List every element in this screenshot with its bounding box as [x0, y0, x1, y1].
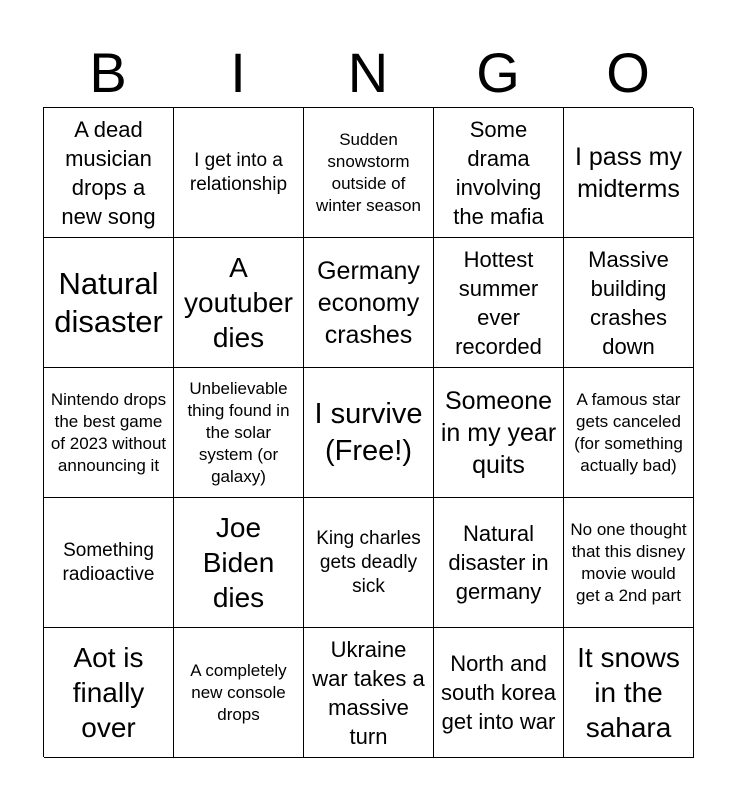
bingo-cell-text: Joe Biden dies: [202, 512, 275, 613]
bingo-cell-text: No one thought that this disney movie would get a 2nd part: [570, 519, 687, 605]
bingo-cell[interactable]: [304, 108, 434, 238]
bingo-cell[interactable]: [564, 368, 694, 498]
bingo-cell-text: Natural disaster: [54, 265, 163, 339]
header-letter-o: O: [606, 41, 650, 104]
bingo-cell[interactable]: [434, 498, 564, 628]
bingo-board: [43, 107, 693, 757]
header-letter-n: N: [347, 41, 389, 104]
bingo-cell[interactable]: [44, 108, 174, 238]
bingo-cell-text: Some drama involving the mafia: [453, 116, 544, 229]
bingo-cell-text: Massive building crashes down: [588, 246, 669, 359]
bingo-cell-text: Unbelievable thing found in the solar system (or galaxy): [187, 378, 290, 486]
bingo-cell-text: Ukraine war takes a massive turn: [312, 636, 425, 749]
bingo-cell[interactable]: [174, 238, 304, 368]
bingo-cell-text: Something radioactive: [62, 539, 155, 585]
bingo-cell[interactable]: [174, 108, 304, 238]
bingo-cell-text: A completely new console drops: [190, 660, 287, 724]
header-letter-i: I: [230, 41, 246, 104]
bingo-cell-text: A famous star gets canceled (for something actually bad): [574, 389, 683, 475]
bingo-cell[interactable]: [44, 368, 174, 498]
bingo-cell[interactable]: [434, 238, 564, 368]
bingo-cell[interactable]: [44, 238, 174, 368]
bingo-cell-text: It snows in the sahara: [577, 642, 680, 743]
bingo-cell-text: I survive (Free!): [314, 397, 423, 467]
bingo-cell[interactable]: [174, 498, 304, 628]
bingo-cell[interactable]: [564, 238, 694, 368]
bingo-cell[interactable]: [304, 628, 434, 758]
bingo-cell[interactable]: [434, 628, 564, 758]
bingo-cell-text: North and south korea get into war: [441, 651, 556, 734]
bingo-cell-text: King charles gets deadly sick: [316, 527, 421, 597]
bingo-cell[interactable]: [304, 498, 434, 628]
bingo-cell-text: A youtuber dies: [184, 252, 293, 353]
bingo-cell-text: A dead musician drops a new song: [61, 116, 156, 229]
bingo-cell-text: Sudden snowstorm outside of winter season: [316, 129, 421, 215]
bingo-cell-text: Natural disaster in germany: [448, 521, 549, 604]
bingo-cell-text: Germany economy crashes: [317, 256, 420, 349]
bingo-cell[interactable]: [564, 498, 694, 628]
bingo-cell[interactable]: [434, 368, 564, 498]
bingo-cell-free[interactable]: [304, 368, 434, 498]
bingo-cell-text: I get into a relationship: [189, 149, 288, 195]
bingo-cell[interactable]: [564, 108, 694, 238]
bingo-cell[interactable]: [44, 498, 174, 628]
bingo-cell-text: Someone in my year quits: [440, 386, 557, 479]
bingo-cell[interactable]: [174, 368, 304, 498]
bingo-cell[interactable]: [564, 628, 694, 758]
bingo-cell-text: Hottest summer ever recorded: [455, 246, 542, 359]
bingo-cell-text: Nintendo drops the best game of 2023 without announcing it: [50, 389, 167, 475]
bingo-cell-text: Aot is finally over: [72, 642, 145, 743]
bingo-cell[interactable]: [304, 238, 434, 368]
bingo-header: [43, 38, 693, 108]
bingo-cell[interactable]: [44, 628, 174, 758]
header-letter-g: G: [476, 41, 520, 104]
bingo-cell[interactable]: [174, 628, 304, 758]
bingo-cell-text: I pass my midterms: [575, 142, 682, 203]
header-letter-b: B: [89, 41, 127, 104]
bingo-cell[interactable]: [434, 108, 564, 238]
